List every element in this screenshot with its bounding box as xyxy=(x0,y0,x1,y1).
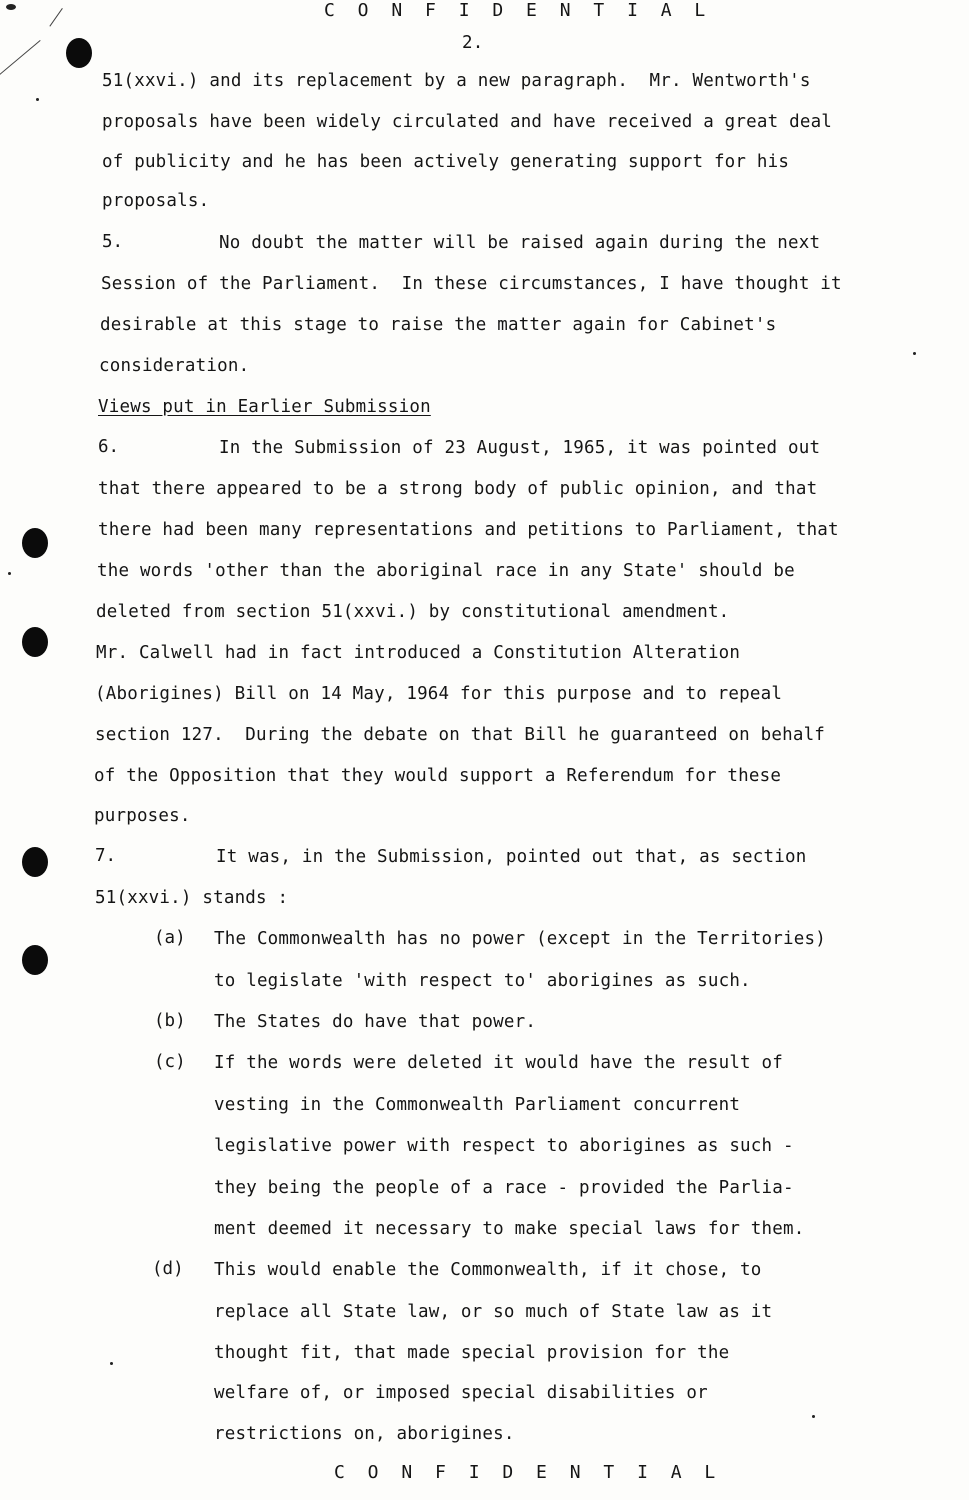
punch-hole xyxy=(22,528,48,558)
list-item-line: vesting in the Commonwealth Parliament concurrent xyxy=(214,1095,741,1115)
punch-hole xyxy=(22,945,48,975)
paragraph-line: deleted from section 51(xxvi.) by constitutional amendment. xyxy=(96,602,730,622)
list-item-line: The Commonwealth has no power (except in the Territories) xyxy=(214,929,826,949)
paragraph-line: Mr. Calwell had in fact introduced a Constitution Alteration xyxy=(96,643,741,663)
paragraph-number: 7. xyxy=(95,846,117,866)
list-item-label: (b) xyxy=(154,1011,186,1031)
list-item-line: replace all State law, or so much of State law as it xyxy=(214,1302,773,1322)
scan-speck xyxy=(913,352,916,355)
paragraph-line: No doubt the matter will be raised again during the next xyxy=(219,233,821,253)
paragraph-line: there had been many representations and petitions to Parliament, that xyxy=(98,520,839,540)
paragraph-line: proposals. xyxy=(102,191,210,211)
scan-scratch xyxy=(49,8,62,27)
list-item-line: restrictions on, aborigines. xyxy=(214,1424,515,1444)
list-item-line: The States do have that power. xyxy=(214,1012,537,1032)
paragraph-line: Session of the Parliament. In these circumstances, I have thought it xyxy=(101,274,842,294)
paragraph-line: the words 'other than the aboriginal race in any State' should be xyxy=(97,561,795,581)
scan-speck xyxy=(812,1415,815,1418)
punch-hole xyxy=(22,847,48,877)
list-item-line: thought fit, that made special provision for the xyxy=(214,1343,730,1363)
list-item-line: ment deemed it necessary to make special laws for them. xyxy=(214,1219,805,1239)
list-item-line: to legislate 'with respect to' aborigines as such. xyxy=(214,971,751,991)
list-item-line: legislative power with respect to aborigines as such - xyxy=(214,1136,794,1156)
paragraph-line: of the Opposition that they would support a Referendum for these xyxy=(94,766,782,786)
list-item-line: welfare of, or imposed special disabilities or xyxy=(214,1383,708,1403)
paragraph-line: proposals have been widely circulated and have received a great deal xyxy=(102,112,833,132)
paragraph-line: desirable at this stage to raise the matter again for Cabinet's xyxy=(100,315,777,335)
section-heading: Views put in Earlier Submission xyxy=(98,397,431,417)
page-number: 2. xyxy=(462,33,484,53)
list-item-label: (a) xyxy=(154,928,186,948)
paragraph-line: section 127. During the debate on that Bill he guaranteed on behalf xyxy=(95,725,826,745)
paragraph-number: 6. xyxy=(98,437,120,457)
header-classification: C O N F I D E N T I A L xyxy=(324,0,712,21)
paragraph-line: that there appeared to be a strong body of public opinion, and that xyxy=(98,479,818,499)
paragraph-line: (Aborigines) Bill on 14 May, 1964 for this purpose and to repeal xyxy=(95,684,783,704)
punch-hole xyxy=(66,38,92,68)
paragraph-line: of publicity and he has been actively generating support for his xyxy=(102,152,790,172)
scan-speck xyxy=(6,4,16,10)
paragraph-line: 51(xxvi.) and its replacement by a new paragraph. Mr. Wentworth's xyxy=(102,71,811,91)
scan-speck xyxy=(36,98,39,101)
scan-speck xyxy=(8,572,11,575)
paragraph-line: In the Submission of 23 August, 1965, it was pointed out xyxy=(219,438,821,458)
list-item-label: (d) xyxy=(152,1259,184,1279)
list-item-line: they being the people of a race - provided the Parlia- xyxy=(214,1178,794,1198)
footer-classification: C O N F I D E N T I A L xyxy=(334,1462,722,1483)
punch-hole xyxy=(22,627,48,657)
paragraph-number: 5. xyxy=(102,232,124,252)
list-item-line: This would enable the Commonwealth, if it chose, to xyxy=(214,1260,762,1280)
list-item-label: (c) xyxy=(154,1052,186,1072)
paragraph-line: consideration. xyxy=(99,356,250,376)
scan-scratch xyxy=(0,40,41,76)
paragraph-line: It was, in the Submission, pointed out that, as section xyxy=(216,847,807,867)
list-item-line: If the words were deleted it would have the result of xyxy=(214,1053,784,1073)
scan-speck xyxy=(110,1362,113,1365)
paragraph-line: purposes. xyxy=(94,806,191,826)
paragraph-line: 51(xxvi.) stands : xyxy=(95,888,289,908)
